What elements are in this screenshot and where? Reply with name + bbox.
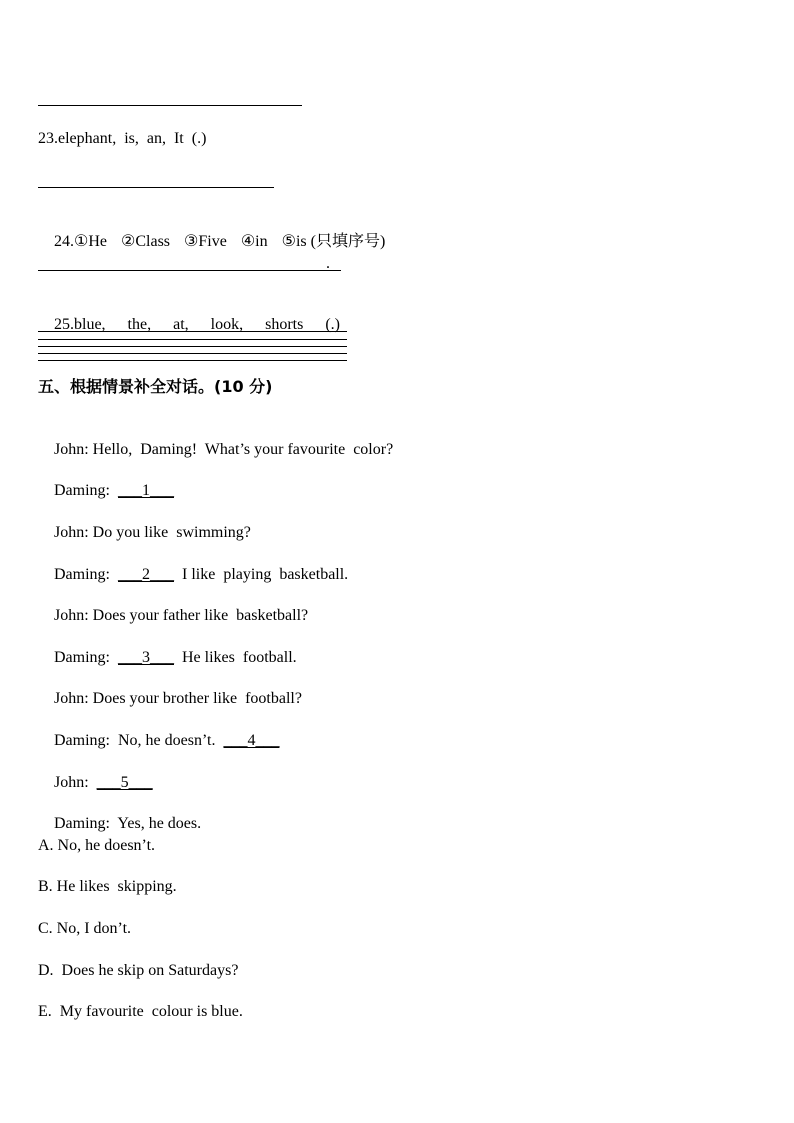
word-4: look, <box>210 316 244 333</box>
speaker: John: <box>54 607 89 624</box>
answer-line-25b <box>38 339 347 340</box>
question-24-number: 24. <box>54 233 74 250</box>
word-5: shorts <box>265 316 304 333</box>
word-1: blue, <box>74 316 106 333</box>
utterance: Do you like swimming? <box>88 524 251 541</box>
answer-line-25d <box>38 353 347 354</box>
option-1: ①He <box>74 233 107 250</box>
question-23: 23.elephant, is, an, It (.) <box>38 130 207 147</box>
utterance: I like playing basketball. <box>174 566 349 583</box>
question-25-number: 25. <box>54 316 74 333</box>
blank-2[interactable]: ___2___ <box>118 566 174 583</box>
answer-line-24-period: . <box>326 255 330 272</box>
utterance: No, he doesn’t. <box>110 732 224 749</box>
blank-3[interactable]: ___3___ <box>118 649 174 666</box>
answer-line-25a <box>38 331 347 332</box>
option-2: ②Class <box>121 233 171 250</box>
utterance: Does your brother like football? <box>88 690 302 707</box>
option-b: B. He likes skipping. <box>38 878 177 895</box>
speaker: Daming: <box>54 732 110 749</box>
question-25-end: (.) <box>325 316 340 333</box>
speaker: Daming: <box>54 482 110 499</box>
speaker: John: <box>54 441 89 458</box>
speaker: Daming: <box>54 815 110 832</box>
question-24 <box>38 212 385 272</box>
speaker: Daming: <box>54 649 110 666</box>
option-3: ③Five <box>184 233 227 250</box>
blank-1[interactable]: ___1___ <box>118 482 174 499</box>
utterance: He likes football. <box>174 649 297 666</box>
answer-line-24 <box>38 270 341 271</box>
option-5: ⑤is <box>281 233 307 250</box>
option-a: A. No, he doesn’t. <box>38 837 156 854</box>
word-2: the, <box>127 316 152 333</box>
speaker: John: <box>54 690 89 707</box>
answer-line-25c <box>38 346 347 347</box>
speaker: John: <box>54 774 89 791</box>
option-e: E. My favourite colour is blue. <box>38 1003 243 1020</box>
answer-line-23 <box>38 187 274 188</box>
option-c: C. No, I don’t. <box>38 920 132 937</box>
blank-4[interactable]: ___4___ <box>223 732 280 749</box>
option-4: ④in <box>240 233 268 250</box>
speaker: Daming: <box>54 566 110 583</box>
utterance: Does your father like basketball? <box>88 607 309 624</box>
section-5-heading: 五、根据情景补全对话。(10 分) <box>38 377 273 396</box>
speaker: John: <box>54 524 89 541</box>
answer-line-22 <box>38 105 302 106</box>
word-3: at, <box>173 316 189 333</box>
question-24-note: (只填序号) <box>310 233 386 250</box>
blank-5[interactable]: ___5___ <box>96 774 153 791</box>
utterance: Hello, Daming! What’s your favourite color? <box>88 441 394 458</box>
option-d: D. Does he skip on Saturdays? <box>38 962 239 979</box>
answer-line-25e <box>38 360 347 361</box>
utterance: Yes, he does. <box>110 815 202 832</box>
